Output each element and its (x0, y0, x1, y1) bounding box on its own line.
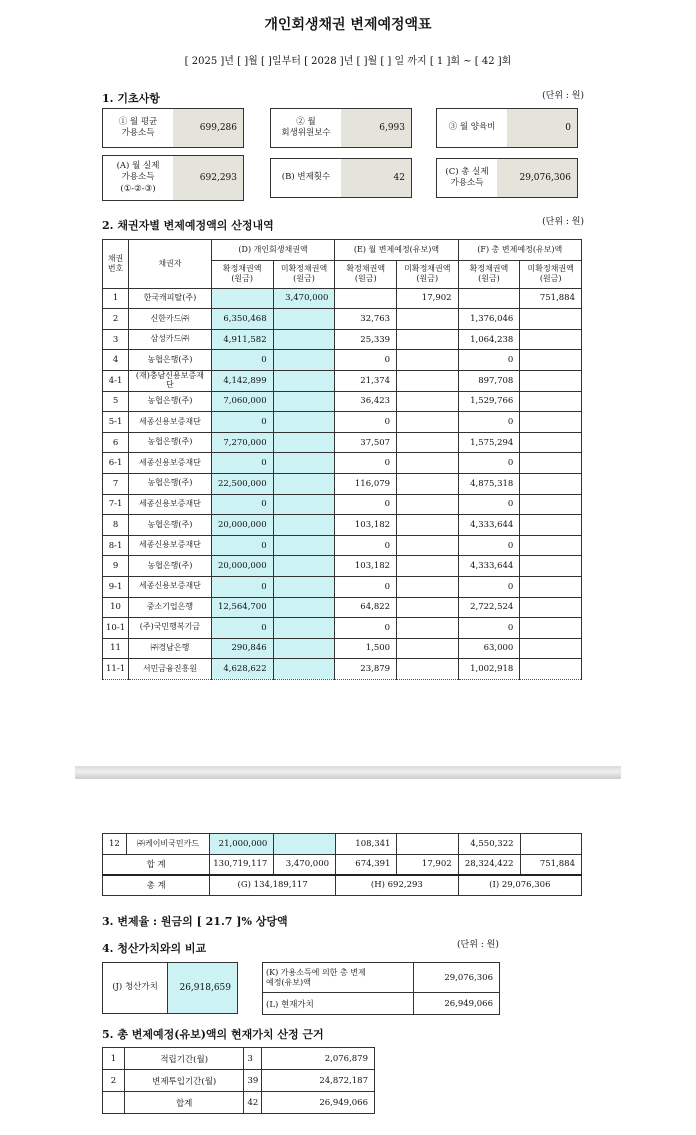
row-f1: 0 (458, 618, 520, 639)
row-f2 (520, 412, 582, 433)
monthly-income-value: 699,286 (173, 109, 243, 147)
row-no: 6-1 (103, 453, 129, 474)
actual-income-label: (A) 월 실제 가용소득 (①-②-③) (116, 161, 160, 194)
row-creditor: 세종신용보증재단 (129, 494, 212, 515)
row-e2 (397, 350, 459, 371)
basis-count: 39 (244, 1070, 262, 1092)
row-creditor: 세종신용보증재단 (129, 535, 212, 556)
header-no: 채권 번호 (103, 240, 129, 289)
monthly-income-box (102, 108, 244, 148)
row-no: 6 (103, 432, 129, 453)
table-row (103, 659, 582, 680)
row-d1: 7,270,000 (211, 432, 273, 453)
row-creditor: 농협은행(주) (129, 473, 212, 494)
table-row (103, 453, 582, 474)
row-e-unconfirmed (397, 834, 458, 855)
row-creditor: 농협은행(주) (129, 391, 212, 412)
basis-label: 변제투입기간(월) (124, 1070, 244, 1092)
row-f1: 0 (458, 494, 520, 515)
row-e1: 23,879 (335, 659, 397, 680)
table-row (103, 638, 582, 659)
row-creditor: 한국캐피탈(주) (129, 288, 212, 309)
section1-unit: (단위 : 원) (542, 91, 584, 101)
row-no: 5-1 (103, 412, 129, 433)
basis-row (103, 1048, 375, 1070)
payment-count-box (270, 158, 412, 198)
payment-count-label: (B) 변제횟수 (281, 172, 331, 183)
row-f2 (520, 535, 582, 556)
row-creditor: 서민금융진흥원 (129, 659, 212, 680)
child-support-value: 0 (507, 109, 577, 147)
row-no: 10-1 (103, 618, 129, 639)
basis-total-value: 26,949,066 (262, 1092, 375, 1114)
row-f2 (520, 473, 582, 494)
row-e2 (397, 473, 459, 494)
row-creditor: ㈜케이비국민카드 (126, 834, 209, 855)
row-f2 (520, 638, 582, 659)
row-e1: 0 (335, 412, 397, 433)
row-d2 (273, 659, 335, 680)
row-creditor: (재)충남신용보증재단 (129, 370, 212, 391)
row-f1: 0 (458, 535, 520, 556)
sum-f-unconfirmed: 751,884 (520, 854, 581, 875)
sum-e-confirmed: 674,391 (336, 854, 397, 875)
section3-heading: 3. 변제율 : 원금의 [ 21.7 ]% 상당액 (102, 915, 288, 928)
table-row (103, 309, 582, 330)
row-f2 (520, 494, 582, 515)
row-creditor: 신한카드㈜ (129, 309, 212, 330)
row-f2 (520, 391, 582, 412)
row-no: 11 (103, 638, 129, 659)
row-e1: 0 (335, 576, 397, 597)
l-label: (L) 현재가치 (263, 993, 414, 1015)
total-income-label: (C) 총 실제 가용소득 (445, 166, 489, 188)
row-e2 (397, 556, 459, 577)
row-no: 8 (103, 515, 129, 536)
row-d2 (273, 432, 335, 453)
page-break-separator (75, 766, 621, 779)
row-d1: 0 (211, 453, 273, 474)
row-no: 8-1 (103, 535, 129, 556)
row-creditor: 세종신용보증재단 (129, 412, 212, 433)
row-no: 1 (103, 288, 129, 309)
row-d1: 290,846 (211, 638, 273, 659)
row-e2 (397, 597, 459, 618)
trustee-fee-box (270, 108, 412, 148)
table-row (103, 515, 582, 536)
l-value: 26,949,066 (414, 993, 500, 1015)
total-h: (H) 692,293 (336, 875, 459, 896)
row-d1: 0 (211, 350, 273, 371)
table-row (103, 370, 582, 391)
table-row (103, 329, 582, 350)
row-d2 (273, 556, 335, 577)
row-e1: 36,423 (335, 391, 397, 412)
basis-value: 24,872,187 (262, 1070, 375, 1092)
total-g: (G) 134,189,117 (210, 875, 336, 896)
row-creditor: (주)국민행복기금 (129, 618, 212, 639)
row-creditor: 농협은행(주) (129, 556, 212, 577)
section5-heading: 5. 총 변제예정(유보)액의 현재가치 산정 근거 (102, 1028, 324, 1041)
header-e-unconfirmed: 미확정채권액 (원금) (397, 260, 459, 288)
row-e1: 0 (335, 618, 397, 639)
row-d2 (273, 329, 335, 350)
row-d1: 12,564,700 (211, 597, 273, 618)
row-d1: 20,000,000 (211, 515, 273, 536)
row-e1: 0 (335, 350, 397, 371)
row-e2: 17,902 (397, 288, 459, 309)
row-e1: 25,339 (335, 329, 397, 350)
row-e1 (335, 288, 397, 309)
row-d2 (273, 370, 335, 391)
basis-label: 적립기간(월) (124, 1048, 244, 1070)
row-f1: 1,002,918 (458, 659, 520, 680)
table-row (103, 432, 582, 453)
section2-unit: (단위 : 원) (542, 217, 584, 227)
row-f1: 0 (458, 453, 520, 474)
sum-d-unconfirmed: 3,470,000 (274, 854, 336, 875)
table-row (103, 556, 582, 577)
liquidation-box (102, 962, 238, 1014)
row-e2 (397, 535, 459, 556)
row-f1 (458, 288, 520, 309)
row-no: 10 (103, 597, 129, 618)
row-d2 (273, 494, 335, 515)
row-e2 (397, 515, 459, 536)
actual-income-value: 692,293 (173, 156, 243, 200)
row-f2 (520, 618, 582, 639)
section4-unit: (단위 : 원) (457, 940, 499, 950)
row-f-unconfirmed (520, 834, 581, 855)
row-no: 4-1 (103, 370, 129, 391)
row-f1: 63,000 (458, 638, 520, 659)
row-no: 4 (103, 350, 129, 371)
trustee-fee-label: ② 월 회생위원보수 (281, 116, 331, 138)
row-f-confirmed: 4,550,322 (458, 834, 520, 855)
monthly-income-label: ① 월 평균 가용소득 (118, 116, 158, 138)
table-row (103, 576, 582, 597)
row-e2 (397, 618, 459, 639)
row-no: 2 (103, 309, 129, 330)
sum-label: 합 계 (103, 854, 210, 875)
row-f2: 751,884 (520, 288, 582, 309)
row-no: 12 (103, 834, 127, 855)
row-e2 (397, 391, 459, 412)
row-f1: 0 (458, 350, 520, 371)
row-d1: 22,500,000 (211, 473, 273, 494)
row-f1: 4,875,318 (458, 473, 520, 494)
total-income-value: 29,076,306 (497, 159, 577, 197)
basis-total-count: 42 (244, 1092, 262, 1114)
row-d1: 0 (211, 576, 273, 597)
row-d2 (273, 618, 335, 639)
section4-heading: 4. 청산가치와의 비교 (102, 942, 207, 955)
row-e1: 21,374 (335, 370, 397, 391)
row-e2 (397, 432, 459, 453)
table-row (103, 391, 582, 412)
row-creditor: 농협은행(주) (129, 432, 212, 453)
total-row (103, 875, 582, 896)
total-i: (I) 29,076,306 (458, 875, 581, 896)
section1-heading: 1. 기초사항 (102, 92, 160, 105)
table-row (103, 412, 582, 433)
row-e2 (397, 309, 459, 330)
basis-count: 3 (244, 1048, 262, 1070)
row-no: 3 (103, 329, 129, 350)
header-creditor: 채권자 (129, 240, 212, 289)
row-e-confirmed: 108,341 (336, 834, 397, 855)
row-e1: 64,822 (335, 597, 397, 618)
row-no: 7 (103, 473, 129, 494)
basis-row (103, 1070, 375, 1092)
row-e2 (397, 638, 459, 659)
row-f1: 4,333,644 (458, 515, 520, 536)
basis-no: 2 (103, 1070, 125, 1092)
row-d2 (273, 597, 335, 618)
row-f2 (520, 329, 582, 350)
basis-total-label: 합계 (124, 1092, 244, 1114)
row-creditor: 세종신용보증재단 (129, 576, 212, 597)
basis-total-row (103, 1092, 375, 1114)
row-d1: 7,060,000 (211, 391, 273, 412)
row-d2 (273, 453, 335, 474)
row-d1: 6,350,468 (211, 309, 273, 330)
row-d2 (273, 309, 335, 330)
payment-count-value: 42 (341, 159, 411, 197)
row-no: 11-1 (103, 659, 129, 680)
row-d1: 0 (211, 412, 273, 433)
row-d1: 4,142,899 (211, 370, 273, 391)
actual-income-box (102, 155, 244, 201)
row-d2 (273, 412, 335, 433)
header-d-unconfirmed: 미확정채권액 (원금) (273, 260, 335, 288)
row-e2 (397, 659, 459, 680)
child-support-label: ③ 월 양육비 (448, 122, 496, 133)
row-f2 (520, 370, 582, 391)
table-row (103, 618, 582, 639)
row-f2 (520, 576, 582, 597)
row-d2 (273, 638, 335, 659)
row-f2 (520, 350, 582, 371)
row-e1: 0 (335, 535, 397, 556)
liquidation-value: 26,918,659 (167, 963, 237, 1013)
section2-heading: 2. 채권자별 변제예정액의 산정내역 (102, 219, 274, 232)
header-d: (D) 개인회생채권액 (211, 240, 335, 261)
row-d1: 0 (211, 494, 273, 515)
row-d2 (273, 350, 335, 371)
k-label: (K) 가용소득에 의한 총 변제 예정(유보)액 (263, 963, 414, 993)
period-line: [ 2025 ]년 [ ]월 [ ]일부터 [ 2028 ]년 [ ]월 [ ] 일 까지 [ 1 ]회 ~ [ 42 ]회 (184, 56, 512, 67)
trustee-fee-value: 6,993 (341, 109, 411, 147)
sum-d-confirmed: 130,719,117 (210, 854, 274, 875)
table-row (103, 597, 582, 618)
row-e2 (397, 494, 459, 515)
row-d1: 20,000,000 (211, 556, 273, 577)
row-creditor: 농협은행(주) (129, 350, 212, 371)
header-d-confirmed: 확정채권액 (원금) (211, 260, 273, 288)
total-income-box (436, 158, 578, 198)
row-e2 (397, 412, 459, 433)
row-creditor: 농협은행(주) (129, 515, 212, 536)
row-no: 5 (103, 391, 129, 412)
row-f2 (520, 309, 582, 330)
row-d1 (211, 288, 273, 309)
row-d2 (273, 473, 335, 494)
row-f1: 1,529,766 (458, 391, 520, 412)
row-d-confirmed: 21,000,000 (210, 834, 274, 855)
table-row (103, 494, 582, 515)
row-creditor: ㈜경남은행 (129, 638, 212, 659)
row-e1: 1,500 (335, 638, 397, 659)
row-d1: 0 (211, 618, 273, 639)
header-e-confirmed: 확정채권액 (원금) (335, 260, 397, 288)
child-support-box (436, 108, 578, 148)
header-f: (F) 총 변제예정(유보)액 (458, 240, 581, 261)
table-row (103, 473, 582, 494)
total-label: 총 계 (103, 875, 210, 896)
row-creditor: 삼성카드㈜ (129, 329, 212, 350)
present-value-table (262, 962, 500, 1015)
row-e1: 116,079 (335, 473, 397, 494)
row-f1: 0 (458, 412, 520, 433)
row-no: 9 (103, 556, 129, 577)
basis-no: 1 (103, 1048, 125, 1070)
row-f2 (520, 659, 582, 680)
row-no: 7-1 (103, 494, 129, 515)
row-e1: 32,763 (335, 309, 397, 330)
row-creditor: 중소기업은행 (129, 597, 212, 618)
row-f1: 0 (458, 576, 520, 597)
row-e2 (397, 370, 459, 391)
row-d1: 0 (211, 535, 273, 556)
row-d1: 4,628,622 (211, 659, 273, 680)
row-no: 9-1 (103, 576, 129, 597)
row-d1: 4,911,582 (211, 329, 273, 350)
row-f1: 1,575,294 (458, 432, 520, 453)
sum-e-unconfirmed: 17,902 (397, 854, 458, 875)
row-d2 (273, 391, 335, 412)
header-e: (E) 월 변제예정(유보)액 (335, 240, 458, 261)
sum-row (103, 854, 582, 875)
row-e1: 103,182 (335, 556, 397, 577)
row-f1: 4,333,644 (458, 556, 520, 577)
row-f1: 897,708 (458, 370, 520, 391)
liquidation-label: (J) 청산가치 (112, 982, 158, 993)
row-d2 (273, 515, 335, 536)
row-f1: 1,376,046 (458, 309, 520, 330)
k-value: 29,076,306 (414, 963, 500, 993)
basis-value: 2,076,879 (262, 1048, 375, 1070)
table-row (103, 535, 582, 556)
row-f2 (520, 515, 582, 536)
basis-table (102, 1047, 375, 1114)
creditor-table-continued (102, 833, 582, 896)
table-row (103, 288, 582, 309)
table-row (103, 834, 582, 855)
row-d-unconfirmed (274, 834, 336, 855)
document-title: 개인회생채권 변제예정액표 (264, 17, 432, 33)
row-d2: 3,470,000 (273, 288, 335, 309)
row-f2 (520, 453, 582, 474)
basis-total-blank (103, 1092, 125, 1114)
row-e2 (397, 329, 459, 350)
row-e1: 0 (335, 453, 397, 474)
row-e1: 0 (335, 494, 397, 515)
row-f2 (520, 432, 582, 453)
row-f1: 2,722,524 (458, 597, 520, 618)
creditor-table (102, 239, 582, 680)
row-e1: 103,182 (335, 515, 397, 536)
row-creditor: 세종신용보증재단 (129, 453, 212, 474)
row-f2 (520, 556, 582, 577)
row-e2 (397, 576, 459, 597)
sum-f-confirmed: 28,324,422 (458, 854, 520, 875)
row-d2 (273, 576, 335, 597)
row-f2 (520, 597, 582, 618)
header-f-confirmed: 확정채권액 (원금) (458, 260, 520, 288)
row-d2 (273, 535, 335, 556)
row-e2 (397, 453, 459, 474)
table-row (103, 350, 582, 371)
header-f-unconfirmed: 미확정채권액 (원금) (520, 260, 582, 288)
row-e1: 37,507 (335, 432, 397, 453)
row-f1: 1,064,238 (458, 329, 520, 350)
